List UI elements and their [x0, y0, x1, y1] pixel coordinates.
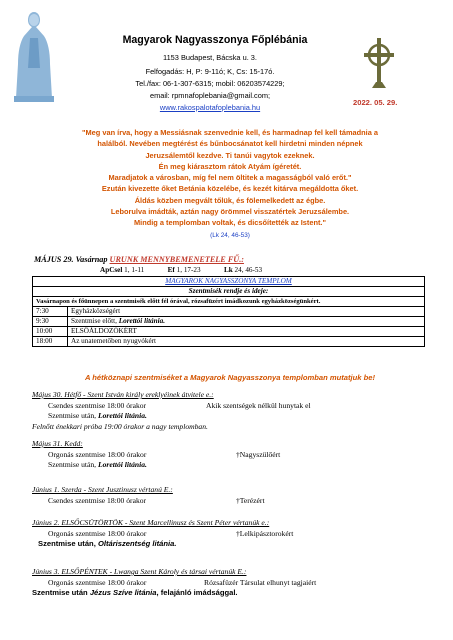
- mass-intention: †Nagyszülőért: [236, 449, 281, 459]
- gospel-quote: [20, 127, 440, 241]
- day-block: [32, 485, 442, 506]
- table-row: [33, 307, 425, 317]
- day-saint: - Szent Marcellinusz és Szent Péter vértanúk e.:: [122, 518, 270, 527]
- mass-type: Csendes szentmise 18:00 órakor: [48, 400, 147, 410]
- quote-line: Ezután kivezette őket Betánia közelébe, és kezét kitárva megáldotta őket.: [101, 184, 359, 194]
- quote-line: Jeruzsálemtől kezdve. Ti tanúi vagytok ezeknek.: [145, 150, 315, 160]
- mass-time: 18:00: [33, 337, 68, 347]
- reading-book: Lk: [223, 266, 233, 274]
- mass-type: Orgonás szentmise 18:00 órakor: [48, 577, 147, 587]
- mass-time: 7:30: [33, 307, 68, 317]
- mass-order-title: Szentmisék rendje és ideje:: [33, 287, 425, 297]
- reading-book: Ef: [167, 266, 175, 274]
- day-heading: Június 3. ELSŐPÉNTEK: [32, 567, 108, 576]
- quote-line: Leborulva imádták, aztán nagy örömmel visszatértek Jeruzsálembe.: [110, 207, 350, 217]
- litany-label: Lorettói litánia.: [98, 460, 147, 469]
- mass-intention: Egyházközségért: [68, 307, 425, 317]
- quote-line: "Meg van írva, hogy a Messiásnak szenvednie kell, és harmadnap fel kell támadnia a: [82, 128, 378, 137]
- reading-ref: 24, 46-53: [234, 266, 263, 274]
- day-block: [32, 518, 442, 550]
- reading-book: ApCsel: [100, 266, 123, 274]
- table-row: [33, 337, 425, 347]
- day-saint: - Lwanga Szent Károly és társai vértanúk E.:: [107, 567, 247, 576]
- email-info: email: rpmnafoplebania@gmail.com;: [149, 91, 271, 100]
- mass-intention: Rózsafüzér Társulat elhunyt tagjaiért: [204, 577, 317, 587]
- choir-note: Felnőtt énekkari próba 19:00 órakor a nagy templomban.: [32, 421, 208, 431]
- quote-line: Én meg kiárasztom rátok Atyám ígéretét.: [158, 161, 302, 171]
- sunday-feast: URUNK MENNYBEMENETELE FŰ.:: [109, 255, 244, 264]
- website-link[interactable]: www.rakospalotafoplebania.hu: [159, 103, 261, 112]
- quote-line: Mindig a templomban voltak, és dicsőítették az Istent.": [133, 218, 326, 228]
- litany-label: Lorettói litánia.: [98, 411, 147, 420]
- day-block: [32, 567, 447, 599]
- table-row: [33, 317, 425, 327]
- day-heading: Június 1. Szerda: [32, 485, 82, 494]
- reading-ref: 1, 17-23: [176, 266, 201, 274]
- church-name: MAGYAROK NAGYASSZONYA TEMPLOM: [33, 277, 425, 287]
- day-saint: - Szent István király ereklyéinek átvitele e.:: [81, 390, 214, 399]
- quote-reference: (Lk 24, 46-53): [210, 231, 250, 239]
- mass-time: 9:30: [33, 317, 68, 327]
- litany-label: Lorettói litánia.: [118, 317, 166, 325]
- mass-intention: ELSŐÁLDOZÓKÉRT: [68, 327, 425, 337]
- day-saint: - Szent Jusztinusz vértanú E.:: [81, 485, 173, 494]
- day-heading: Május 31. Kedd:: [32, 439, 83, 448]
- after-mass: Szentmise után,: [48, 411, 97, 420]
- madonna-statue-logo: [10, 8, 58, 104]
- quote-line: Maradjatok a városban, míg fel nem öltitek a magasságból való erőt.": [108, 173, 352, 183]
- mass-type: Csendes szentmise 18:00 órakor: [48, 495, 147, 505]
- rosary-note: Vasárnapon és főünnepen a szentmisék előtt fél órával, rózsafüzért imádkozunk egyházközségünkért.: [33, 297, 425, 307]
- mass-intention: Szentmise előtt,: [71, 317, 117, 325]
- phone-info: Tel./fax: 06-1-307-6315; mobil: 06203574229;: [135, 79, 285, 88]
- after-mass-tail: , felajánló imádsággal.: [156, 588, 238, 597]
- reading-ref: 1, 1-11: [124, 266, 145, 274]
- mass-type: Orgonás szentmise 18:00 órakor: [48, 449, 147, 459]
- day-heading: Június 2. ELSŐCSÜTÖRTÖK: [32, 518, 123, 527]
- after-mass: Szentmise után,: [38, 539, 96, 548]
- parish-address: 1153 Budapest, Bácska u. 3.: [163, 53, 257, 62]
- day-heading: Május 30. Hétfő: [32, 390, 82, 399]
- litany-label: Jézus Szíve litánia: [89, 588, 157, 597]
- table-row: [33, 327, 425, 337]
- sunday-date: MÁJUS 29. Vasárnap: [34, 255, 108, 264]
- quote-line: halálból. Nevében megtérést és bűnbocsánatot kell hirdetni minden népnek: [97, 139, 363, 149]
- reception-hours: Felfogadás: H, P: 9-11ó; K, Cs: 15-17ó.: [145, 67, 275, 76]
- parish-title: Magyarok Nagyasszonya Főplébánia: [122, 34, 308, 46]
- after-mass: Szentmise után,: [48, 460, 97, 469]
- quote-line: Áldás közben megvált tőlük, és fölemelkedett az égbe.: [134, 195, 326, 205]
- day-block: [32, 390, 442, 432]
- day-block: [32, 439, 442, 471]
- readings-line: [100, 266, 262, 274]
- bulletin-date: 2022. 05. 29.: [353, 98, 398, 107]
- mass-time: 10:00: [33, 327, 68, 337]
- litany-label: Oltáriszentség litánia.: [97, 539, 177, 548]
- mass-intention: †Terézért: [236, 495, 265, 505]
- mass-intention: Akik szentségek nélkül hunytak el: [206, 400, 311, 410]
- mass-intention: Az unatemetőben nyugvókért: [68, 337, 425, 347]
- mass-schedule-table: [32, 276, 425, 347]
- after-mass: Szentmise után: [32, 588, 88, 597]
- weekday-note: A hétköznapi szentmiséket a Magyarok Nagyasszonya templomban mutatjuk be!: [84, 373, 376, 382]
- sunday-heading: [34, 255, 244, 264]
- mass-type: Orgonás szentmise 18:00 órakor: [48, 528, 147, 538]
- mass-intention: †Lelkipásztorokért: [236, 528, 294, 538]
